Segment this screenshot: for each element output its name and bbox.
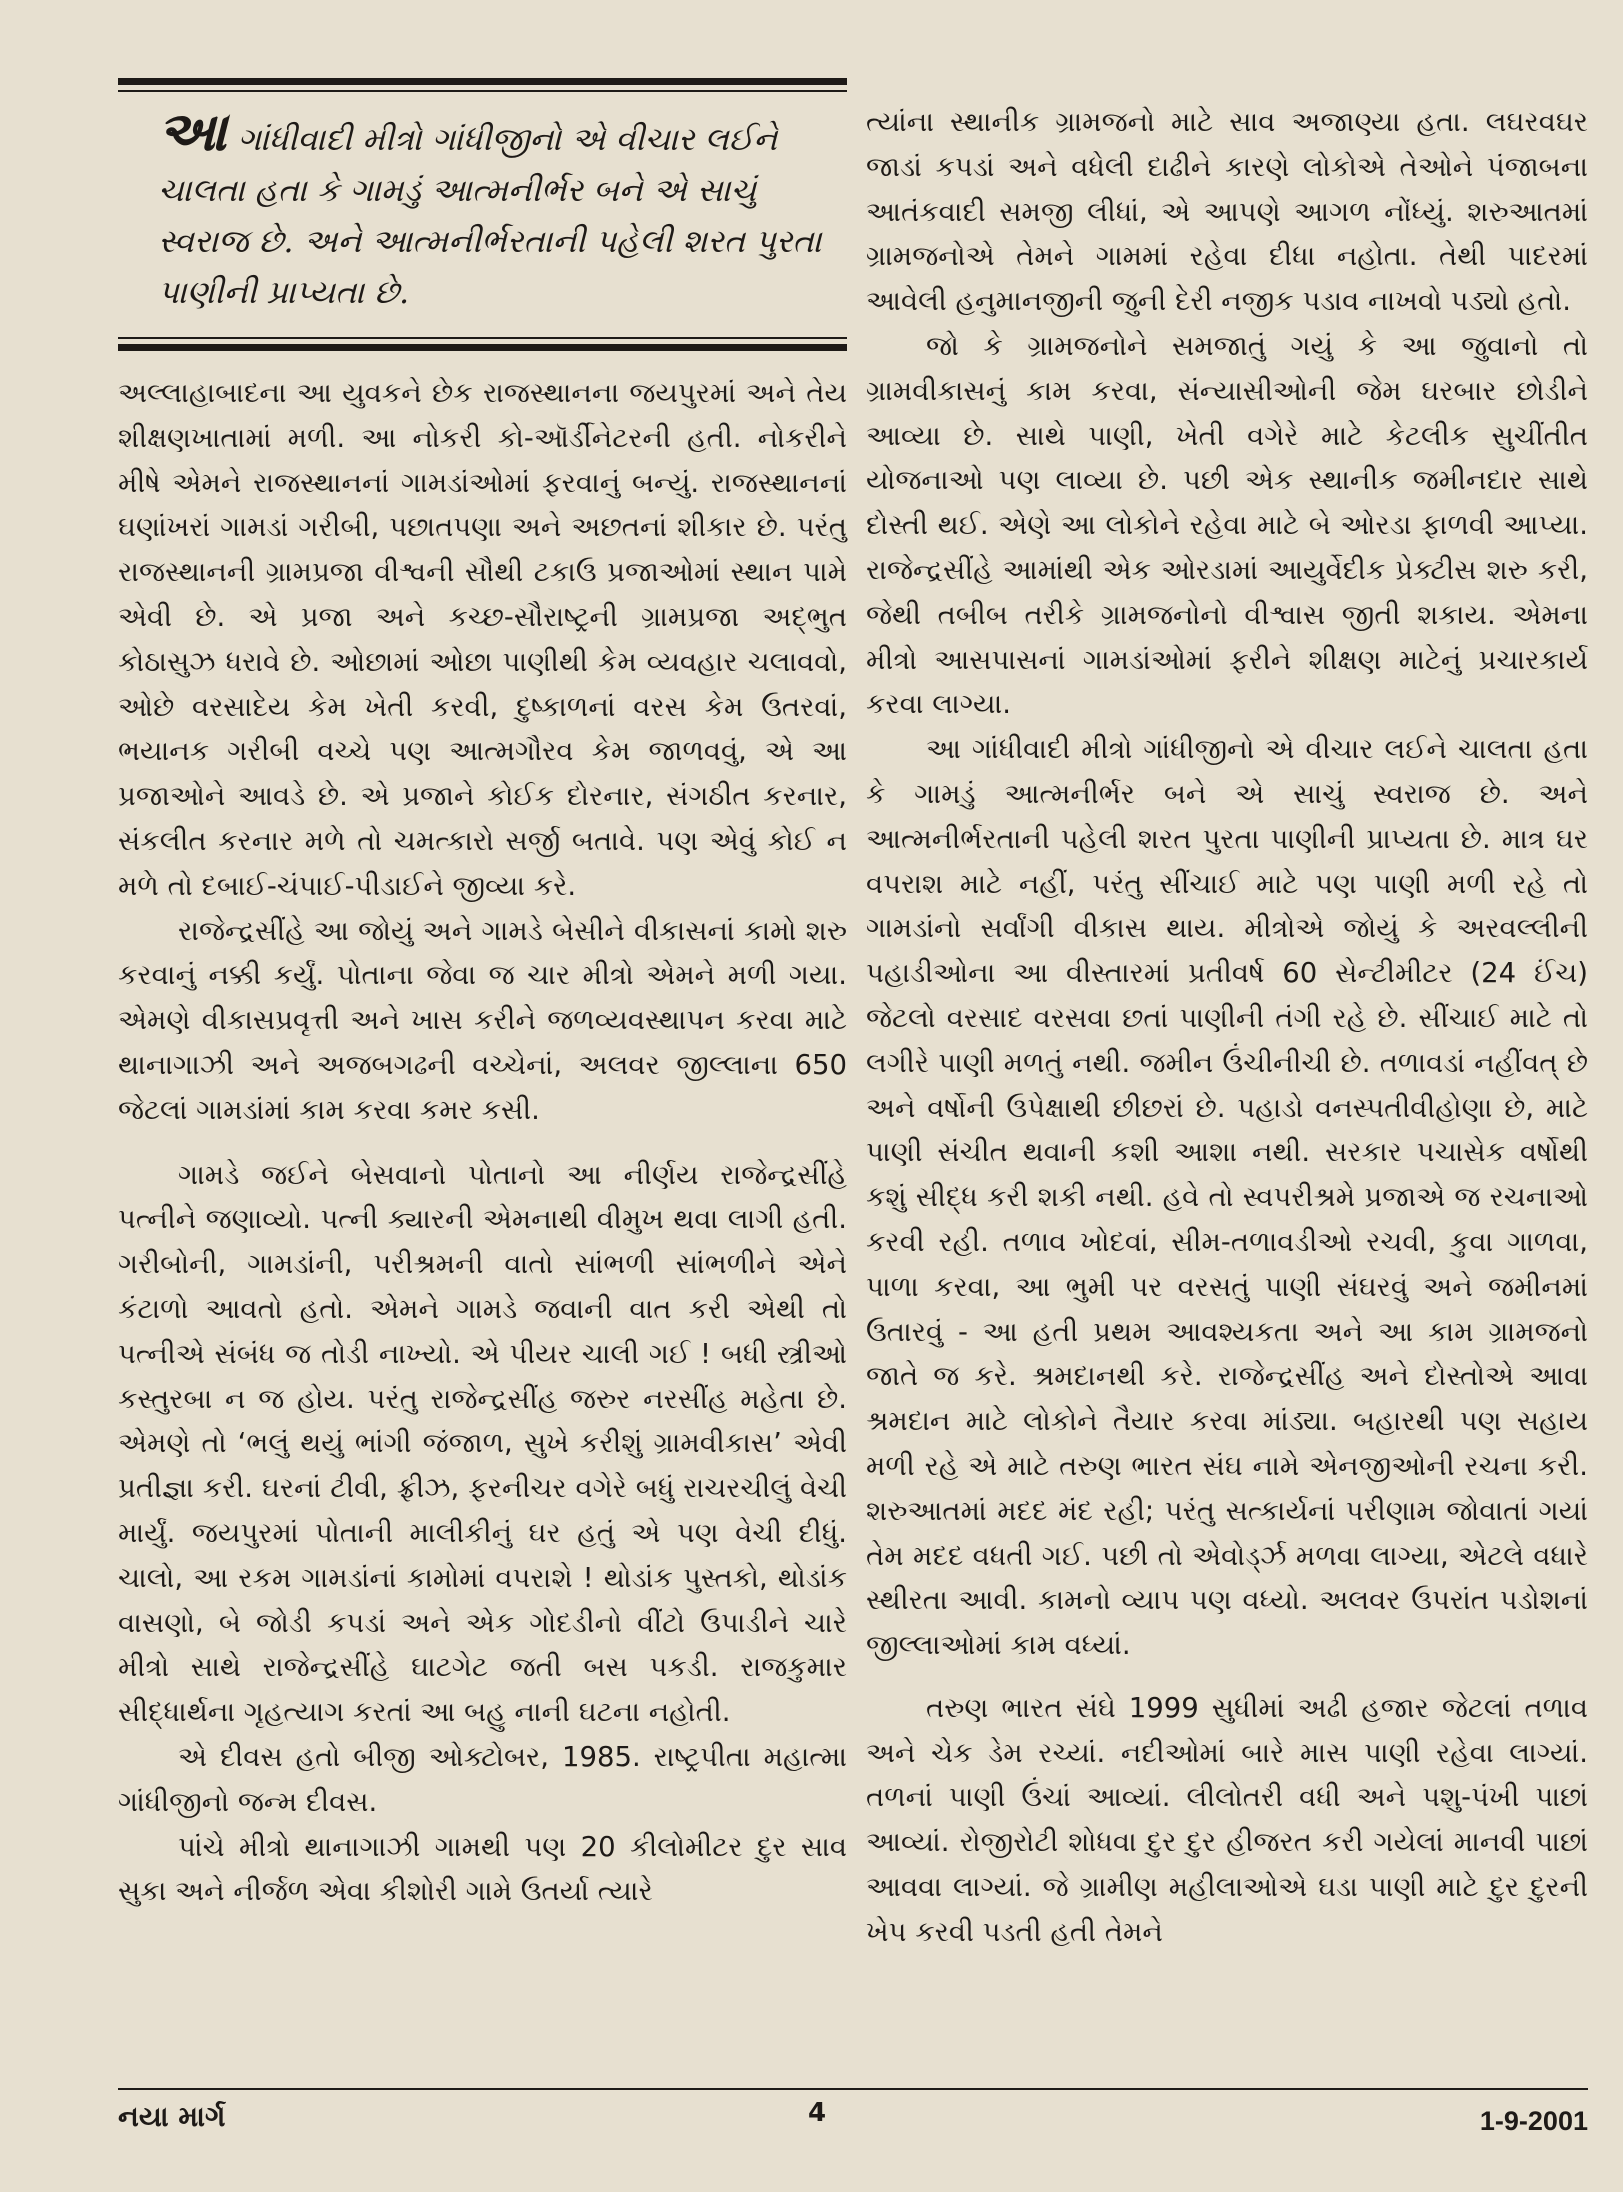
magazine-name: નયા માર્ગ [118,2100,226,2133]
paragraph: ગામડે જઈને બેસવાનો પોતાનો આ નીર્ણય રાજેન્દ્રસીંહે પત્નીને જણાવ્યો. પત્ની ક્યારની એમનાથી વીમુખ થવા લાગી હતી. ગરીબોની, ગામડાંની, પરીશ્રમની વાતો સાંભળી સાંભળીને એને કંટાળો આવતો હતો. એમને ગામડે જવાની વાત કરી એથી તો પત્નીએ સંબંધ જ તોડી નાખ્યો. એ પીયર ચાલી ગઈ ! બધી સ્ત્રીઓ કસ્તુરબા ન જ હોય. પરંતુ રાજેન્દ્રસીંહ જરુર નરસીંહ મહેતા છે. એમણે તો ‘ભલું થયું ભાંગી જંજાળ, સુખે કરીશું ગ્રામવીકાસ’ એવી પ્રતીજ્ઞા કરી. ઘરનાં ટીવી, ફ્રીઝ, ફરનીચર વગેરે બધું રાચરચીલું વેચી માર્યું. જયપુરમાં પોતાની માલીકીનું ઘર હતું એ પણ વેચી દીધું. ચાલો, આ રકમ ગામડાંનાં કામોમાં વપરાશે ! થોડાંક પુસ્તકો, થોડાંક વાસણો, બે જોડી કપડાં અને એક ગોદડીનો વીંટો ઉપાડીને ચારે મીત્રો સાથે રાજેન્દ્રસીંહે ઘાટગેટ જતી બસ પકડી. રાજકુમાર સીદ્ધાર્થના ગૃહત્યાગ કરતાં આ બહુ નાની ઘટના નહોતી. [118,1158,847,1729]
pullquote-bottom-rule [118,344,847,351]
paragraph: તરુણ ભારત સંઘે 1999 સુધીમાં અઢી હજાર જેટલાં તળાવ અને ચેક ડેમ રચ્યાં. નદીઓમાં બારે માસ પાણી રહેવા લાગ્યાં. તળનાં પાણી ઉંચાં આવ્યાં. લીલોતરી વધી અને પશુ-પંખી પાછાં આવ્યાં. રોજીરોટી શોધવા દુર દુર હીજરત કરી ગયેલાં માનવી પાછાં આવવા લાગ્યાં. જે ગ્રામીણ મહીલાઓએ ઘડા પાણી માટે દુર દુરની ખેપ કરવી પડતી હતી તેમને [866,1691,1588,1948]
paragraph: અલ્લાહાબાદના આ યુવકને છેક રાજસ્થાનના જયપુરમાં અને તેય શીક્ષણખાતામાં મળી. આ નોકરી કો-ઑર્ડીનેટરની હતી. નોકરીને મીષે એમને રાજસ્થાનનાં ગામડાંઓમાં ફરવાનું બન્યું. રાજસ્થાનનાં ઘણાંખરાં ગામડાં ગરીબી, પછાતપણા અને અછતનાં શીકાર છે. પરંતુ રાજસ્થાનની ગ્રામપ્રજા વીશ્વની સૌથી ટકાઉ પ્રજાઓમાં સ્થાન પામે એવી છે. એ પ્રજા અને કચ્છ-સૌરાષ્ટ્રની ગ્રામપ્રજા અદ્ભુત કોઠાસુઝ ધરાવે છે. ઓછામાં ઓછા પાણીથી કેમ વ્યવહાર ચલાવવો, ઓછે વરસાદેય કેમ ખેતી કરવી, દુષ્કાળનાં વરસ કેમ ઉતરવાં, ભયાનક ગરીબી વચ્ચે પણ આત્મગૌરવ કેમ જાળવવું, એ આ પ્રજાઓને આવડે છે. એ પ્રજાને કોઈક દોરનાર, સંગઠીત કરનાર, સંકલીત કરનાર મળે તો ચમત્કારો સર્જી બતાવે. પણ એવું કોઈ ન મળે તો દબાઈ-ચંપાઈ-પીડાઈને જીવ્યા કરે. [118,377,847,902]
page-footer [118,2088,1588,2150]
paragraph: ત્યાંના સ્થાનીક ગ્રામજનો માટે સાવ અજાણ્યા હતા. લઘરવઘર જાડાં કપડાં અને વધેલી દાઢીને કારણે લોકોએ તેઓને પંજાબના આતંકવાદી સમજી લીધાં, એ આપણે આગળ નોંધ્યું. શરુઆતમાં ગ્રામજનોએ તેમને ગામમાં રહેવા દીધા નહોતા. તેથી પાદરમાં આવેલી હનુમાનજીની જુની દેરી નજીક પડાવ નાખવો પડ્યો હતો. [866,106,1588,318]
right-column [866,100,1588,1955]
pullquote-top-rule [118,78,847,85]
pullquote-dropcap: આ [158,100,228,163]
issue-date: 1-9-2001 [1479,2106,1588,2136]
left-article-body [118,371,847,1914]
paragraph: રાજેન્દ્રસીંહે આ જોયું અને ગામડે બેસીને વીકાસનાં કામો શરુ કરવાનું નક્કી કર્યું. પોતાના જેવા જ ચાર મીત્રો એમને મળી ગયા. એમણે વીકાસપ્રવૃત્તી અને ખાસ કરીને જળવ્યવસ્થાપન કરવા માટે થાનાગાઝી અને અજબગઢની વચ્ચેનાં, અલવર જીલ્લાના 650 જેટલાં ગામડાંમાં કામ કરવા કમર કસી. [118,914,847,1126]
pullquote-bottom-rule-thin [118,337,847,339]
page-number: 4 [808,2098,827,2128]
paragraph: જો કે ગ્રામજનોને સમજાતું ગયું કે આ જુવાનો તો ગ્રામવીકાસનું કામ કરવા, સંન્યાસીઓની જેમ ઘરબાર છોડીને આવ્યા છે. સાથે પાણી, ખેતી વગેરે માટે કેટલીક સુચીંતીત યોજનાઓ પણ લાવ્યા છે. પછી એક સ્થાનીક જમીનદાર સાથે દોસ્તી થઈ. એણે આ લોકોને રહેવા માટે બે ઓરડા ફાળવી આપ્યા. રાજેન્દ્રસીંહે આમાંથી એક ઓરડામાં આયુર્વેદીક પ્રેક્ટીસ શરુ કરી, જેથી તબીબ તરીકે ગ્રામજનોનો વીશ્વાસ જીતી શકાય. એમના મીત્રો આસપાસનાં ગામડાંઓમાં ફરીને શીક્ષણ માટેનું પ્રચારકાર્ય કરવા લાગ્યા. [866,329,1588,721]
left-column [118,78,847,1914]
pullquote-text: ગાંધીવાદી મીત્રો ગાંધીજીનો એ વીચાર લઈને ચાલતા હતા કે ગામડું આત્મનીર્ભર બને એ સાચું સ્વરાજ છે. અને આત્મનીર્ભરતાની પહેલી શરત પુરતા પાણીની પ્રાપ્યતા છે. [158,120,822,311]
paragraph: પાંચે મીત્રો થાનાગાઝી ગામથી પણ 20 કીલોમીટર દુર સાવ સુકા અને નીર્જળ એવા કીશોરી ગામે ઉતર્યા ત્યારે [118,1830,847,1908]
pullquote [118,92,847,332]
paragraph: આ ગાંધીવાદી મીત્રો ગાંધીજીનો એ વીચાર લઈને ચાલતા હતા કે ગામડું આત્મનીર્ભર બને એ સાચું સ્વરાજ છે. અને આત્મનીર્ભરતાની પહેલી શરત પુરતા પાણીની પ્રાપ્યતા છે. માત્ર ઘર વપરાશ માટે નહીં, પરંતુ સીંચાઈ માટે પણ પાણી મળી રહે તો ગામડાંનો સર્વાંગી વીકાસ થાય. મીત્રોએ જોયું કે અરવલ્લીની પહાડીઓના આ વીસ્તારમાં પ્રતીવર્ષ 60 સેન્ટીમીટર (24 ઈંચ) જેટલો વરસાદ વરસવા છતાં પાણીની તંગી રહે છે. સીંચાઈ માટે તો લગીરે પાણી મળતું નથી. જમીન ઉંચીનીચી છે. તળાવડાં નહીંવત્ છે અને વર્ષોની ઉપેક્ષાથી છીછરાં છે. પહાડો વનસ્પતીવીહોણા છે, માટે પાણી સંચીત થવાની કશી આશા નથી. સરકાર પચાસેક વર્ષોથી કશું સીદ્ધ કરી શકી નથી. હવે તો સ્વપરીશ્રમે પ્રજાએ જ રચનાઓ કરવી રહી. તળાવ ખોદવાં, સીમ-તળાવડીઓ રચવી, કુવા ગાળવા, પાળા કરવા, આ ભુમી પર વરસતું પાણી સંઘરવું અને જમીનમાં ઉતારવું - આ હતી પ્રથમ આવશ્યકતા અને આ કામ ગ્રામજનો જાતે જ કરે. શ્રમદાનથી કરે. રાજેન્દ્રસીંહ અને દોસ્તોએ આવા શ્રમદાન માટે લોકોને તૈયાર કરવા માંડ્યા. બહારથી પણ સહાય મળી રહે એ માટે તરુણ ભારત સંઘ નામે એનજીઓની રચના કરી. શરુઆતમાં મદદ મંદ રહી; પરંતુ સત્કાર્યનાં પરીણામ જોવાતાં ગયાં તેમ મદદ વધતી ગઈ. પછી તો એવોર્ડ્ઝ મળવા લાગ્યા, એટલે વધારે સ્થીરતા આવી. કામનો વ્યાપ પણ વધ્યો. અલવર ઉપરાંત પડોશનાં જીલ્લાઓમાં કામ વધ્યાં. [866,733,1588,1662]
paragraph: એ દીવસ હતો બીજી ઓક્ટોબર, 1985. રાષ્ટ્રપીતા મહાત્મા ગાંધીજીનો જન્મ દીવસ. [118,1740,847,1818]
